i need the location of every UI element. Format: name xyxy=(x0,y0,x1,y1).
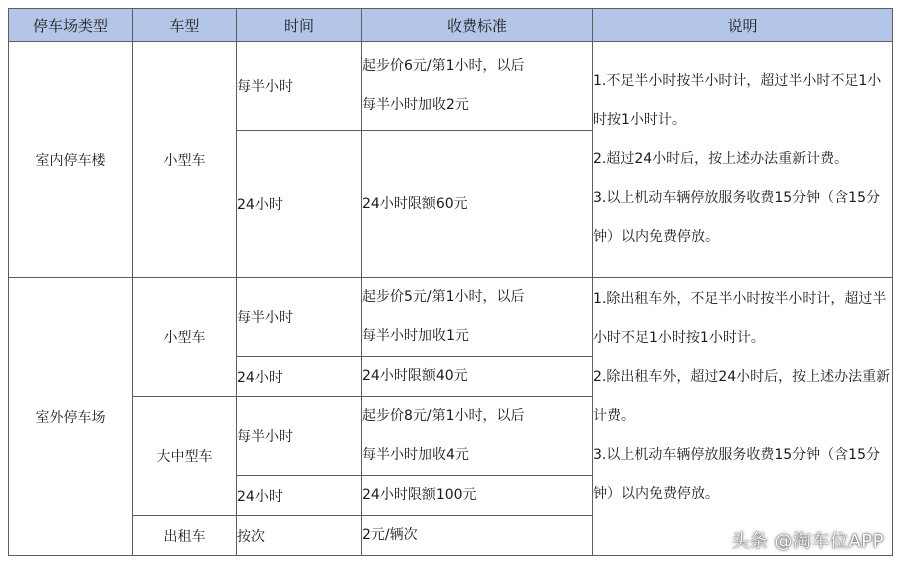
fee-line: 24小时限额60元 xyxy=(362,195,468,212)
fee-line: 起步价8元/第1小时，以后 xyxy=(362,408,525,424)
fee-line: 起步价5元/第1小时，以后 xyxy=(362,289,525,305)
note-item: 2.除出租车外，超过24小时后，按上述办法重新计费。 xyxy=(593,369,891,424)
note-cell xyxy=(593,42,893,278)
time-cell: 24小时 xyxy=(237,131,362,278)
fee-cell xyxy=(362,476,593,516)
time-cell: 每半小时 xyxy=(237,42,362,131)
header-lot-type: 停车场类型 xyxy=(9,9,133,42)
table-row xyxy=(9,42,893,131)
header-time: 时间 xyxy=(237,9,362,42)
fee-line: 24小时限额100元 xyxy=(362,487,477,503)
note-item: 2.超过24小时后，按上述办法重新计费。 xyxy=(593,151,849,167)
fee-line: 每半小时加收1元 xyxy=(362,328,469,344)
header-description: 说明 xyxy=(593,9,893,42)
fee-table-wrapper xyxy=(8,8,893,556)
time-cell: 24小时 xyxy=(237,476,362,516)
vehicle-type-cell: 出租车 xyxy=(133,516,237,556)
time-cell: 每半小时 xyxy=(237,278,362,357)
time-cell: 24小时 xyxy=(237,357,362,397)
time-cell: 每半小时 xyxy=(237,397,362,476)
time-cell: 按次 xyxy=(237,516,362,556)
fee-cell xyxy=(362,516,593,556)
fee-cell xyxy=(362,397,593,476)
note-item: 1.不足半小时按半小时计，超过半小时不足1小时按1小时计。 xyxy=(593,73,882,128)
fee-line: 每半小时加收4元 xyxy=(362,447,469,463)
note-item: 3.以上机动车辆停放服务收费15分钟（含15分钟）以内免费停放。 xyxy=(593,190,880,245)
fee-cell xyxy=(362,131,593,278)
fee-cell xyxy=(362,357,593,397)
parking-fee-table xyxy=(8,8,893,556)
watermark: 头条 @淘车位APP xyxy=(731,531,884,552)
vehicle-type-cell: 大中型车 xyxy=(133,397,237,516)
vehicle-type-cell: 小型车 xyxy=(133,42,237,278)
fee-line: 起步价6元/第1小时，以后 xyxy=(362,58,525,74)
note-item: 3.以上机动车辆停放服务收费15分钟（含15分钟）以内免费停放。 xyxy=(593,447,880,502)
fee-cell xyxy=(362,42,593,131)
fee-line: 24小时限额40元 xyxy=(362,368,468,384)
header-vehicle-type: 车型 xyxy=(133,9,237,42)
vehicle-type-cell: 小型车 xyxy=(133,278,237,397)
table-row xyxy=(9,278,893,357)
table-header-row xyxy=(9,9,893,42)
note-item: 1.除出租车外，不足半小时按半小时计，超过半小时不足1小时按1小时计。 xyxy=(593,291,887,346)
header-fee-standard: 收费标准 xyxy=(362,9,593,42)
lot-type-cell: 室外停车场 xyxy=(9,278,133,556)
fee-cell xyxy=(362,278,593,357)
fee-line: 2元/辆次 xyxy=(362,527,418,543)
note-cell xyxy=(593,278,893,556)
fee-line: 每半小时加收2元 xyxy=(362,97,469,113)
lot-type-cell: 室内停车楼 xyxy=(9,42,133,278)
